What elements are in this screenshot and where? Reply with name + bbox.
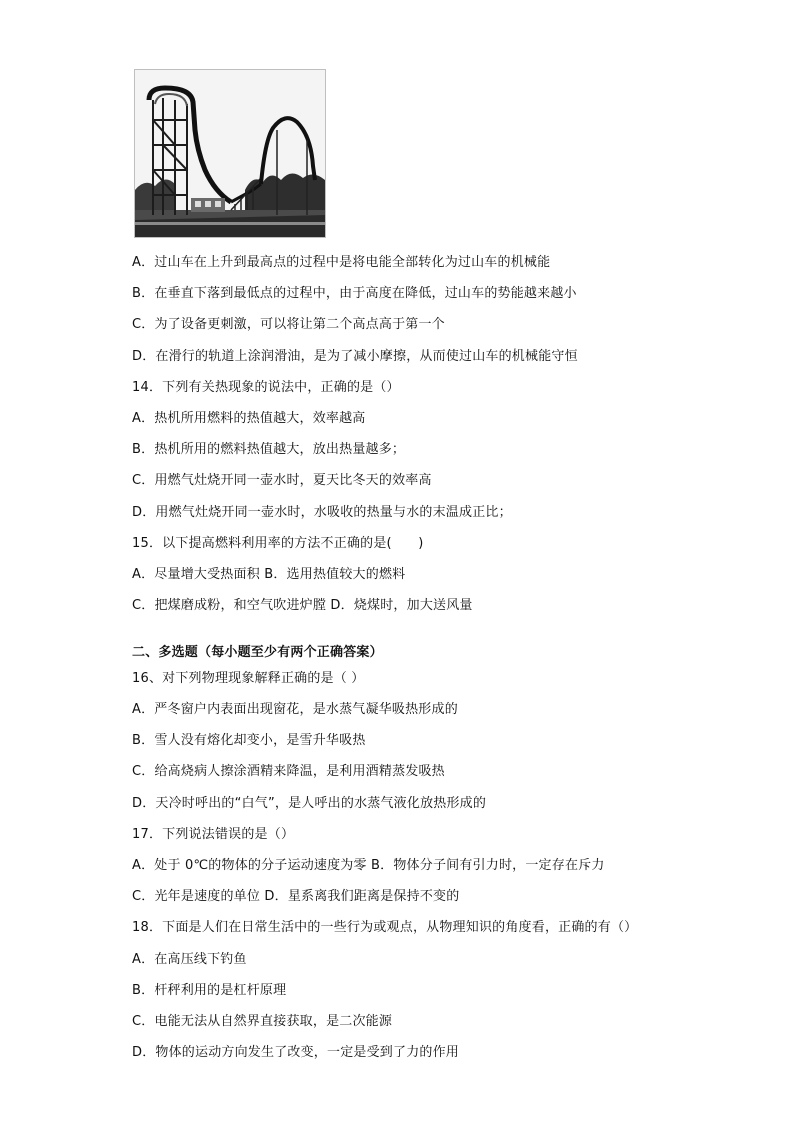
q16-option-a: A．严冬窗户内表面出现窗花，是水蒸气凝华吸热形成的: [132, 702, 458, 717]
q14-stem: 14．下列有关热现象的说法中，正确的是（）: [132, 380, 400, 395]
q18-option-d: D．物体的运动方向发生了改变，一定是受到了力的作用: [132, 1045, 460, 1060]
q18-option-a: A．在高压线下钓鱼: [132, 952, 247, 967]
q17-stem: 17．下列说法错误的是（）: [132, 827, 295, 842]
q14-option-a: A．热机所用燃料的热值越大，效率越高: [132, 411, 366, 426]
q13-option-c: C．为了设备更刺激，可以将让第二个高点高于第一个: [132, 317, 445, 332]
q14-option-d: D．用燃气灶烧开同一壶水时，水吸收的热量与水的末温成正比；: [132, 505, 512, 520]
q14-option-c: C．用燃气灶烧开同一壶水时，夏天比冬天的效率高: [132, 473, 432, 488]
q14-option-b: B．热机所用的燃料热值越大，放出热量越多；: [132, 442, 406, 457]
q13-option-d: D．在滑行的轨道上涂润滑油，是为了减小摩擦，从而使过山车的机械能守恒: [132, 349, 578, 364]
q13-option-b: B．在垂直下落到最低点的过程中，由于高度在降低，过山车的势能越来越小: [132, 286, 577, 301]
q16-option-d: D．天冷时呼出的“白气”，是人呼出的水蒸气液化放热形成的: [132, 796, 487, 811]
q18-option-c: C．电能无法从自然界直接获取，是二次能源: [132, 1014, 393, 1029]
q15-option-ab: A．尽量增大受热面积 B．选用热值较大的燃料: [132, 567, 406, 582]
roller-coaster-photo: [134, 69, 326, 238]
q18-stem: 18．下面是人们在日常生活中的一些行为或观点，从物理知识的角度看，正确的有（）: [132, 920, 638, 935]
q15-stem: 15．以下提高燃料利用率的方法不正确的是( ): [132, 536, 424, 551]
q13-option-a: A．过山车在上升到最高点的过程中是将电能全部转化为过山车的机械能: [132, 255, 551, 270]
q17-option-ab: A．处于 0℃的物体的分子运动速度为零 B．物体分子间有引力时，一定存在斥力: [132, 858, 605, 873]
q17-option-cd: C．光年是速度的单位 D．星系离我们距离是保持不变的: [132, 889, 460, 904]
q16-option-b: B．雪人没有熔化却变小，是雪升华吸热: [132, 733, 366, 748]
q15-option-cd: C．把煤磨成粉，和空气吹进炉膛 D．烧煤时，加大送风量: [132, 598, 473, 613]
q18-option-b: B．杆秤利用的是杠杆原理: [132, 983, 287, 998]
q16-stem: 16、对下列物理现象解释正确的是（ ）: [132, 671, 365, 686]
section-title: 二、多选题（每小题至少有两个正确答案）: [132, 645, 383, 660]
q16-option-c: C．给高烧病人擦涂酒精来降温，是利用酒精蒸发吸热: [132, 764, 445, 779]
